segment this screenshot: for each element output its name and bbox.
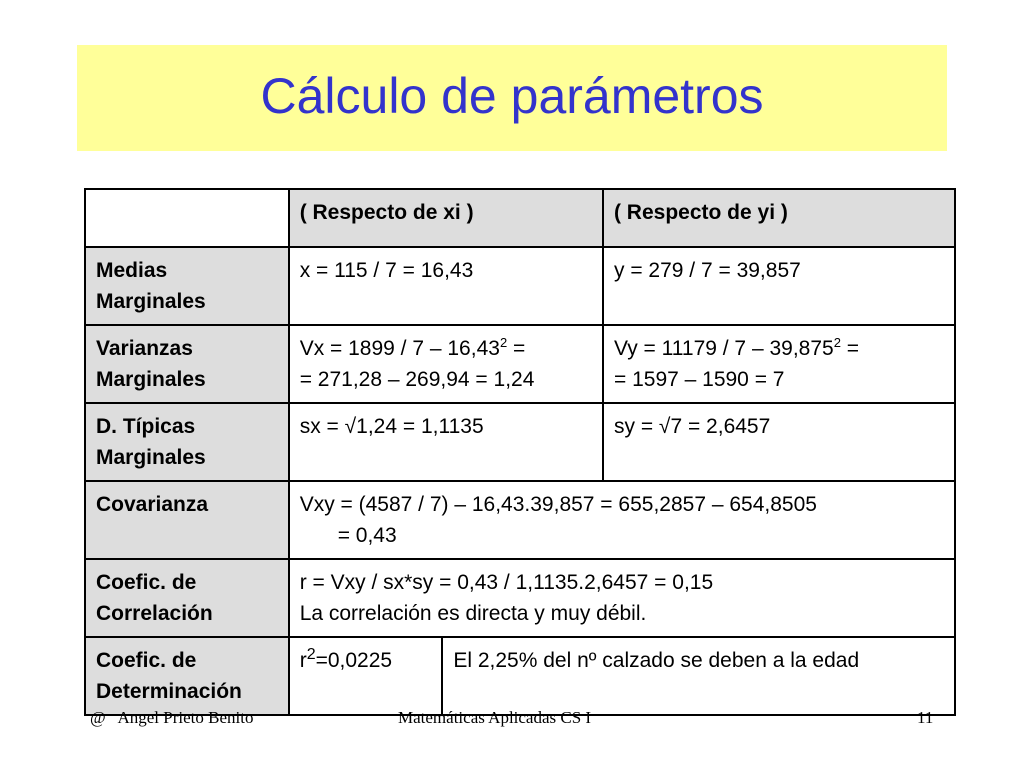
table-row bbox=[85, 559, 955, 637]
cell-varianzas-x: $Vx = 1899 / 7 - 16,43^2$ = = 271,28 – 269,94 = 1,24 bbox=[289, 325, 603, 403]
slide-number: 11 bbox=[917, 708, 934, 727]
row-label-varianzas: Varianzas Marginales bbox=[85, 325, 289, 403]
table-row bbox=[85, 403, 955, 481]
cell-medias-x: x = 115 / 7 = 16,43 bbox=[289, 247, 603, 325]
page-title: Cálculo de parámetros bbox=[260, 68, 764, 124]
table-row bbox=[85, 325, 955, 403]
row-label-medias: Medias Marginales bbox=[85, 247, 289, 325]
cell-correlacion: r = Vxy / sx*sy = 0,43 / 1,1135.2,6457 = 0,15 La correlación es directa y muy débil. bbox=[289, 559, 955, 637]
row-label-determinacion: Coefic. de Determinación bbox=[85, 637, 289, 715]
footer-author: @ Angel Prieto Benito bbox=[90, 708, 254, 727]
footer-course: Matemáticas Aplicadas CS I bbox=[398, 708, 592, 727]
header-yi: ( Respecto de yi ) bbox=[603, 189, 955, 247]
header-xi: ( Respecto de xi ) bbox=[289, 189, 603, 247]
table-header-row bbox=[85, 189, 955, 247]
table-row bbox=[85, 481, 955, 559]
cell-determinacion-r2: $r^2=0,0225$ bbox=[289, 637, 443, 715]
cell-medias-y: y = 279 / 7 = 39,857 bbox=[603, 247, 955, 325]
corner-cell bbox=[85, 189, 289, 247]
cell-varianzas-y: $Vy = 11179 / 7 - 39,875^2$ = = 1597 – 1590 = 7 bbox=[603, 325, 955, 403]
title-banner bbox=[77, 45, 947, 151]
parameters-table bbox=[84, 188, 956, 716]
row-label-covarianza: Covarianza bbox=[85, 481, 289, 559]
row-label-tipicas: D. Típicas Marginales bbox=[85, 403, 289, 481]
table-row bbox=[85, 637, 955, 715]
cell-tipicas-y: sy = √7 = 2,6457 bbox=[603, 403, 955, 481]
cell-determinacion-text: El 2,25% del nº calzado se deben a la edad bbox=[442, 637, 955, 715]
cell-tipicas-x: sx = √1,24 = 1,1135 bbox=[289, 403, 603, 481]
cell-covarianza: Vxy = (4587 / 7) – 16,43.39,857 = 655,2857 – 654,8505 = 0,43 bbox=[289, 481, 955, 559]
row-label-correlacion: Coefic. de Correlación bbox=[85, 559, 289, 637]
table-row bbox=[85, 247, 955, 325]
